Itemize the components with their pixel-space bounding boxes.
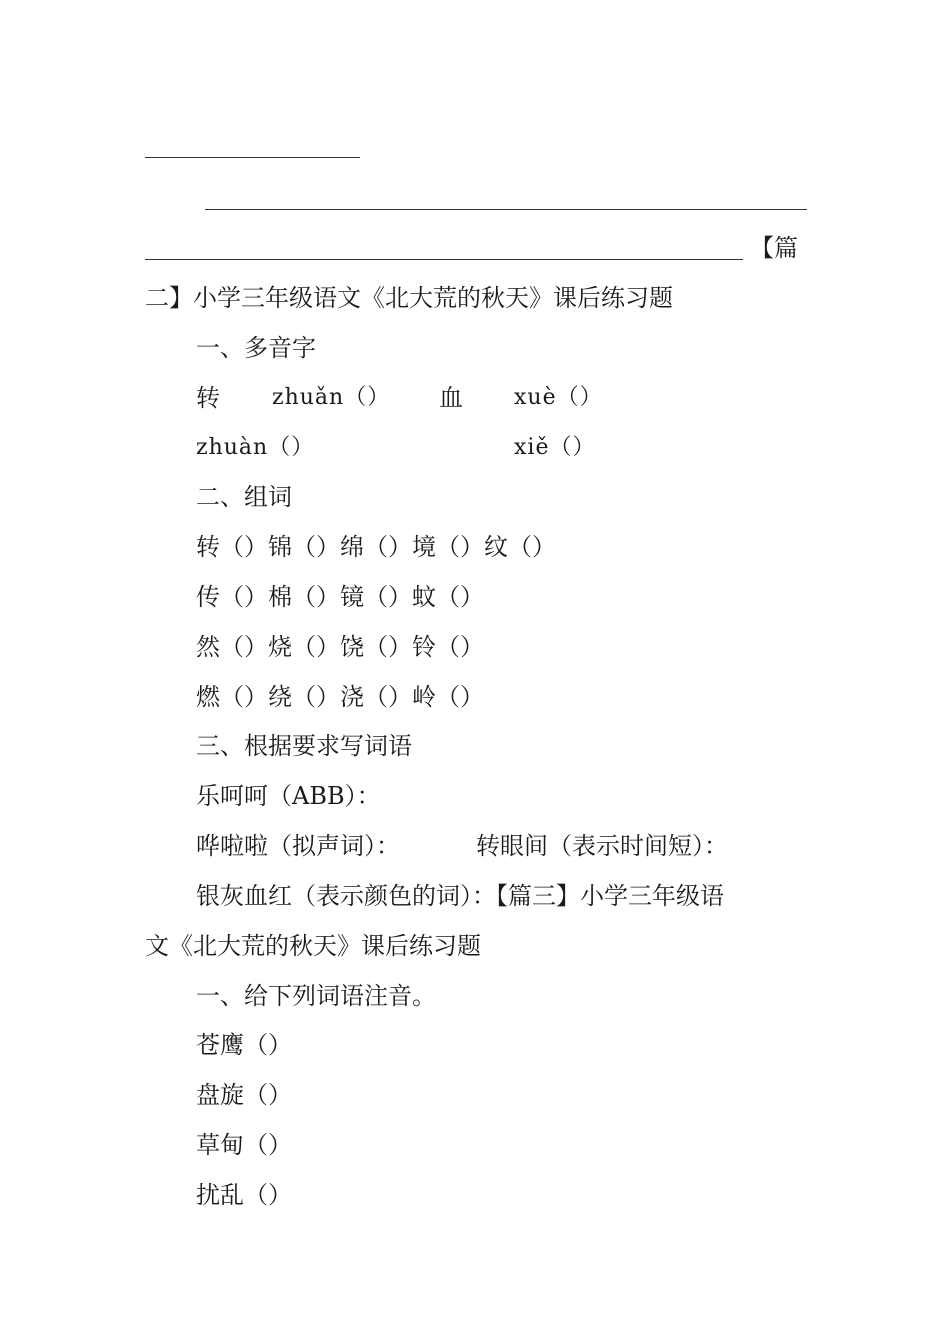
pinyin-text: zhuàn（） [196,435,315,460]
question-part: 哗啦啦（拟声词）： [196,832,400,860]
pinyin-item-2: 盘旋（） [196,1081,292,1109]
word-row-1: 转（）锦（）绵（）境（）纹（） [196,533,556,561]
word-row-3: 然（）烧（）饶（）铃（） [196,633,484,661]
polyphonic-row-1 [196,383,696,413]
polyphonic-char: 血 [439,384,463,412]
answer-rule-2 [205,209,807,210]
polyphonic-char: 转 [196,384,220,412]
answer-rule-1 [145,157,360,158]
word-row-2: 传（）棉（）镜（）蚊（） [196,583,484,611]
pinyin-text: zhuǎn（） [272,385,391,410]
exercise-heading-write-words: 三、根据要求写词语 [196,732,412,760]
question-line-3: 银灰血红（表示颜色的词）：【篇三】小学三年级语 [196,882,724,910]
answer-rule-3 [145,259,743,260]
question-line-1: 乐呵呵（ABB）： [196,782,381,810]
pinyin-text: xiě（） [514,435,596,460]
polyphonic-row-2 [196,433,696,463]
exercise-heading-pinyin: 一、给下列词语注音。 [196,982,436,1010]
exercise-heading-word-building: 二、组词 [196,483,292,511]
section-heading-part1 [750,233,798,263]
section-heading-part2 [145,283,673,313]
pinyin-item-3: 草甸（） [196,1131,292,1159]
exercise-heading-polyphonic: 一、多音字 [196,334,316,362]
pinyin-item-4: 扰乱（） [196,1181,292,1209]
section-heading-continued: 文《北大荒的秋天》课后练习题 [145,932,481,960]
question-part: 转眼间（表示时间短）： [476,832,728,860]
word-row-4: 燃（）绕（）浇（）岭（） [196,683,484,711]
pinyin-text: xuè（） [514,385,603,410]
question-line-2 [196,831,796,861]
pinyin-item-1: 苍鹰（） [196,1031,292,1059]
section-heading-text: 【篇 [750,234,798,262]
section-heading-text: 二】小学三年级语文《北大荒的秋天》课后练习题 [145,284,673,312]
